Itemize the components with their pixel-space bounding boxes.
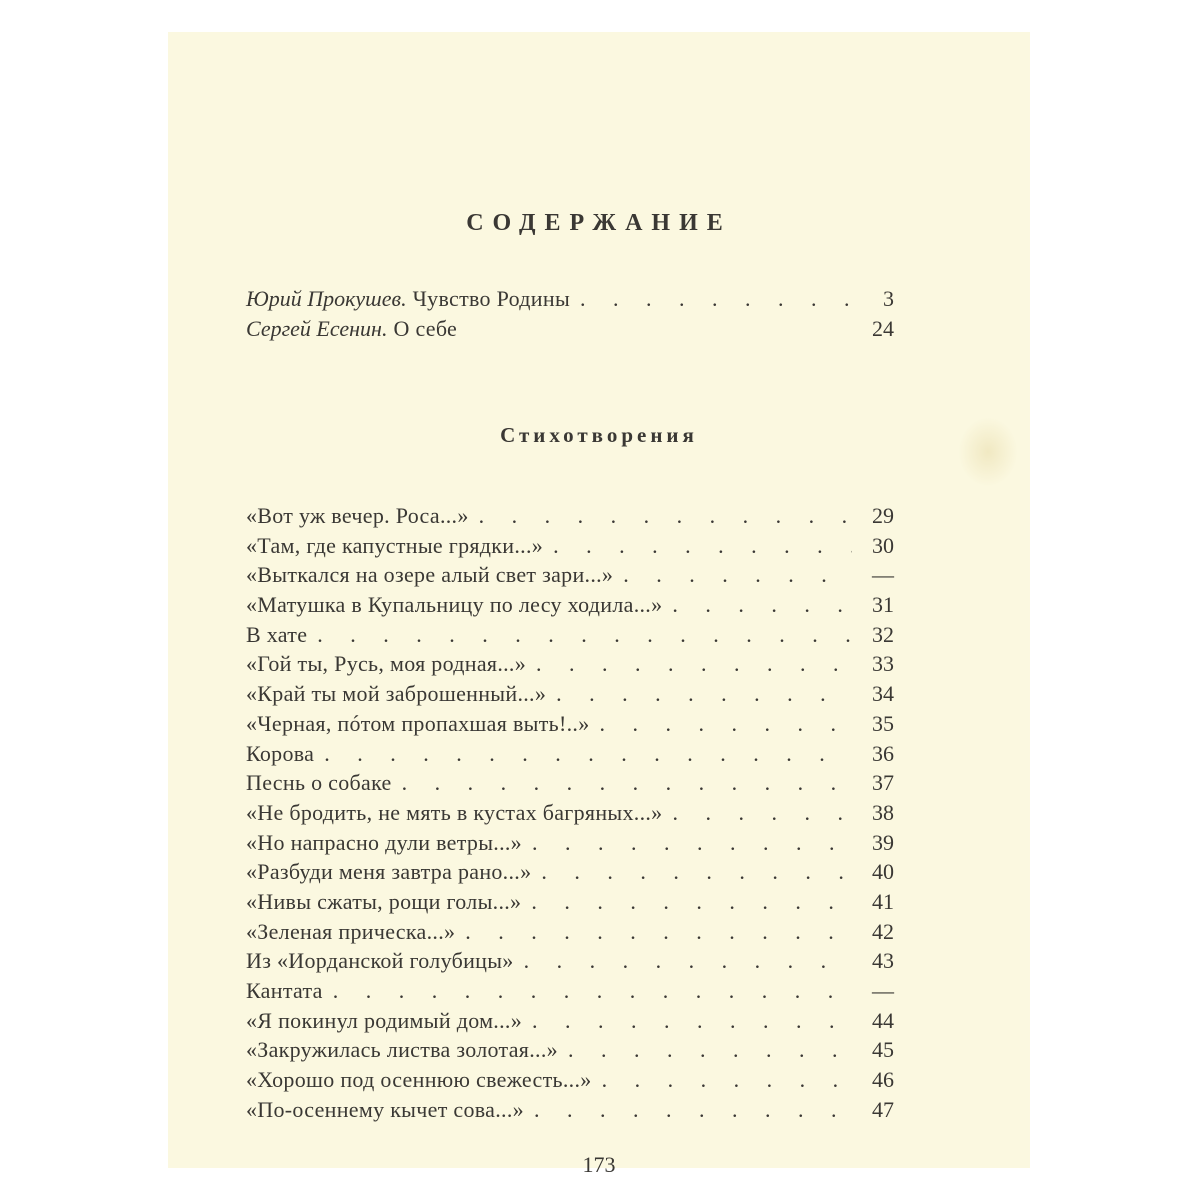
toc-entry-page: 47: [872, 1096, 894, 1122]
toc-poems-list: [246, 503, 894, 1126]
dot-leader: [465, 919, 852, 945]
dot-leader: [672, 800, 852, 826]
toc-entry-title: «Вот уж вечер. Роса...»: [246, 503, 469, 528]
dot-leader: [531, 889, 852, 915]
toc-entry: [246, 859, 894, 889]
toc-entry-title: «Выткался на озере алый свет зари...»: [246, 562, 614, 588]
section-title: Стихотворения: [500, 423, 698, 447]
toc-entry-page: 41: [872, 888, 894, 914]
toc-entry-title: «Хорошо под осеннюю свежесть...»: [246, 1067, 592, 1093]
toc-entry-title: Корова: [246, 740, 315, 766]
toc-entry: [246, 919, 894, 949]
dot-leader: [534, 1097, 852, 1123]
toc-entry: [246, 592, 894, 622]
toc-entry-page: 31: [872, 592, 894, 618]
toc-entry-title: «Нивы сжаты, рощи голы...»: [246, 888, 522, 914]
toc-entry-page: 38: [872, 799, 894, 825]
dot-leader: [568, 1037, 852, 1063]
dot-leader: [556, 681, 852, 707]
toc-entry-page: —: [872, 562, 894, 588]
toc-entry-page: 36: [872, 740, 894, 766]
dot-leader: [317, 622, 852, 648]
toc-entry: [246, 1008, 894, 1038]
toc-entry-title: «Но напрасно дули ветры...»: [246, 829, 522, 855]
dot-leader: [672, 592, 852, 618]
toc-entry: [246, 651, 894, 681]
toc-entry: [246, 562, 894, 592]
toc-entry-title: Чувство Родины: [412, 286, 571, 311]
toc-entry: [246, 681, 894, 711]
toc-entry-title: «Гой ты, Русь, моя родная...»: [246, 651, 527, 677]
dot-leader: [524, 948, 852, 974]
toc-entry-page: 45: [872, 1037, 894, 1063]
toc-entry-author: Сергей Есенин.: [246, 316, 388, 341]
toc-entry-page: 40: [872, 859, 894, 885]
toc-entry-title: Из «Иорданской голубицы»: [246, 948, 514, 974]
toc-entry-page: 34: [872, 681, 894, 707]
toc-entry: [246, 533, 894, 563]
toc-entry: [246, 770, 894, 800]
dot-leader: [532, 830, 852, 856]
toc-entry: [246, 286, 894, 316]
dot-leader: [536, 651, 852, 677]
dot-leader: [532, 1008, 852, 1034]
toc-entry-title: О себе: [393, 316, 458, 341]
toc-entry: [246, 830, 894, 860]
toc-entry-title: «Не бродить, не мять в кустах багряных...»: [246, 799, 663, 825]
toc-entry: [246, 948, 894, 978]
toc-entry-author: Юрий Прокушев.: [246, 286, 407, 311]
toc-entry-title: Песнь о собаке: [246, 770, 392, 796]
toc-entry: [246, 1067, 894, 1097]
toc-entry: [246, 800, 894, 830]
dot-leader: [602, 1067, 852, 1093]
toc-entry-page: 42: [872, 918, 894, 944]
book-page: [168, 32, 1030, 1177]
toc-entry: [246, 978, 894, 1008]
toc-entry-title: «Закружилась листва золотая...»: [246, 1037, 558, 1063]
dot-leader: [623, 562, 852, 588]
toc-entry: [246, 316, 894, 346]
toc-entry: [246, 622, 894, 652]
dot-leader: [324, 741, 852, 767]
dot-leader: [479, 503, 852, 529]
toc-entry-page: 33: [872, 651, 894, 677]
toc-entry-page: 30: [872, 532, 894, 558]
toc-entry-page: 32: [872, 621, 894, 647]
toc-entry-page: 24: [872, 316, 894, 341]
toc-entry-page: 37: [872, 770, 894, 796]
dot-leader: [541, 859, 852, 885]
toc-entry-page: 44: [872, 1007, 894, 1033]
page-number: 173: [582, 1152, 616, 1177]
toc-entry-title: «По-осеннему кычет сова...»: [246, 1096, 524, 1122]
toc-entry-page: 29: [872, 503, 894, 528]
toc-entry-title: Кантата: [246, 978, 323, 1003]
toc-entry: [246, 711, 894, 741]
toc-entry-title: «Край ты мой заброшенный...»: [246, 681, 547, 707]
toc-entry: [246, 1037, 894, 1067]
toc-entry-title: «Там, где капустные грядки...»: [246, 532, 544, 558]
dot-leader: [333, 978, 852, 1004]
dot-leader: [553, 533, 852, 559]
toc-entry-title: «Зеленая прическа...»: [246, 918, 456, 944]
toc-entry-page: 43: [872, 948, 894, 974]
dot-leader: [600, 711, 853, 737]
dot-leader: [580, 286, 852, 312]
dot-leader: [402, 770, 852, 796]
toc-intro-list: [246, 286, 894, 346]
toc-entry-title: «Я покинул родимый дом...»: [246, 1007, 522, 1033]
toc-entry-page: —: [872, 978, 894, 1003]
toc-entry-title: «Черная, пóтом пропахшая выть!..»: [246, 710, 590, 736]
toc-entry: [246, 889, 894, 919]
toc-entry-title: В хате: [246, 621, 308, 647]
toc-entry-page: 35: [872, 710, 894, 736]
toc-entry: [246, 1097, 894, 1127]
toc-entry: [246, 741, 894, 771]
toc-entry-title: «Разбуди меня завтра рано...»: [246, 859, 532, 885]
toc-entry-page: 46: [872, 1067, 894, 1093]
toc-entry-page: 39: [872, 829, 894, 855]
page-title: СОДЕРЖАНИЕ: [466, 210, 732, 236]
toc-entry-title: «Матушка в Купальницу по лесу ходила...»: [246, 592, 663, 618]
toc-entry-page: 3: [883, 286, 894, 311]
toc-entry: [246, 503, 894, 533]
